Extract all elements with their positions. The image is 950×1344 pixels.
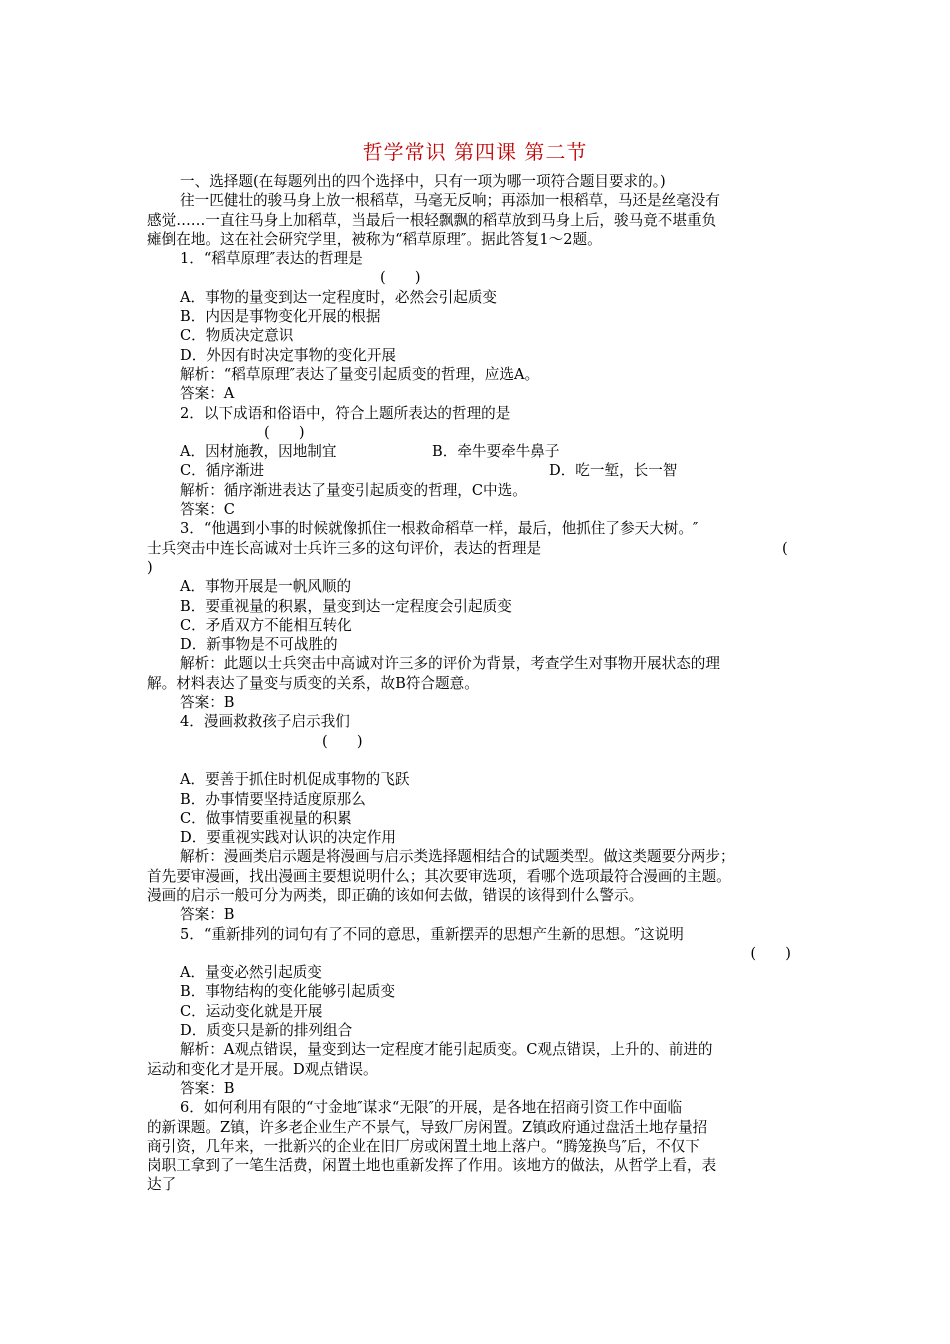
option-row [147, 442, 807, 461]
option: B．要重视量的积累，量变到达一定程度会引起质变 [180, 597, 512, 615]
explanation: 解析：A观点错误，量变到达一定程度才能引起质变。C观点错误，上升的、前进的 [180, 1041, 713, 1059]
explanation: 解析：此题以士兵突击中高诚对许三多的评价为背景，考查学生对事物开展状态的理 [180, 655, 720, 673]
option: A．要善于抓住时机促成事物的飞跃 [180, 771, 410, 789]
explanation: 解析：漫画类启示题是将漫画与启示类选择题相结合的试题类型。做这类题要分两步； [180, 848, 735, 866]
section-heading: 一、选择题(在每题列出的四个选择中，只有一项为哪一项符合题目要求的。) [180, 173, 666, 190]
explanation: 解析：“稻草原理″表达了量变引起质变的哲理，应选A。 [180, 365, 540, 383]
explanation: 漫画的启示一般可分为两类，即正确的该如何去做，错误的该得到什么警示。 [147, 886, 644, 904]
explanation: 首先要审漫画，找出漫画主要想说明什么；其次要审选项，看哪个选项最符合漫画的主题。 [147, 867, 731, 885]
explanation: 运动和变化才是开展。D观点错误。 [147, 1060, 378, 1078]
option: A．事物开展是一帆风顺的 [180, 578, 352, 596]
question-3-stem: 士兵突击中连长高诚对士兵许三多的这句评价，表达的哲理是 ( [147, 539, 788, 557]
passage-line: 感觉……一直往马身上加稻草，当最后一根轻飘飘的稻草放到马身上后，骏马竟不堪重负 [147, 211, 717, 229]
option: A．量变必然引起质变 [180, 964, 322, 982]
question-6-stem: 6．如何利用有限的“寸金地″谋求“无限″的开展，是各地在招商引资工作中面临 [180, 1099, 683, 1117]
option: D．要重视实践对认识的决定作用 [180, 829, 397, 847]
answer-blank-close: ) [147, 558, 153, 576]
page-title: 哲学常识 第四课 第二节 [362, 140, 588, 164]
option: C．做事情要重视量的积累 [180, 809, 352, 827]
option: D．新事物是不可战胜的 [180, 636, 338, 654]
question-2-stem: 2．以下成语和俗语中，符合上题所表达的哲理的是 [180, 404, 511, 422]
answer-blank: ( ) [380, 269, 421, 287]
question-6-stem: 商引资，几年来，一批新兴的企业在旧厂房或闲置土地上落户。“腾笼换鸟″后，不仅下 [147, 1137, 700, 1155]
option: B．牵牛要牵牛鼻子 [432, 443, 560, 461]
option: D．外因有时决定事物的变化开展 [180, 346, 397, 364]
question-1-stem: 1．“稻草原理″表达的哲理是 [180, 250, 363, 268]
document-body [147, 172, 807, 1195]
option: C．循序渐进 [180, 462, 265, 480]
answer: 答案：A [180, 385, 235, 403]
option: B．事物结构的变化能够引起质变 [180, 983, 396, 1001]
answer-blank: ( ) [750, 944, 791, 962]
answer-blank-open: ( [782, 539, 788, 557]
passage-line: 往一匹健壮的骏马身上放一根稻草，马毫无反响；再添加一根稻草，马还是丝毫没有 [180, 192, 720, 210]
option: A．事物的量变到达一定程度时，必然会引起质变 [180, 288, 498, 306]
answer: 答案：B [180, 694, 235, 712]
option: B．内因是事物变化开展的根据 [180, 308, 381, 326]
question-6-stem: 岗职工拿到了一笔生活费，闲置土地也重新发挥了作用。该地方的做法，从哲学上看，表 [147, 1157, 717, 1175]
question-3-stem: 3．“他遇到小事的时候就像抓住一根救命稻草一样，最后，他抓住了参天大树。″ [180, 520, 699, 538]
option: C．运动变化就是开展 [180, 1002, 323, 1020]
option: C．矛盾双方不能相互转化 [180, 616, 352, 634]
illustration-space [147, 751, 807, 770]
question-6-stem: 的新课题。Z镇，许多老企业生产不景气，导致厂房闲置。Z镇政府通过盘活土地存量招 [147, 1118, 708, 1136]
option: B．办事情要坚持适度原那么 [180, 790, 366, 808]
explanation: 解析：循序渐进表达了量变引起质变的哲理，C中选。 [180, 481, 527, 499]
answer-blank: ( ) [322, 732, 363, 750]
option-row [147, 461, 807, 480]
question-6-stem: 达了 [147, 1176, 177, 1194]
option: A．因材施教，因地制宜 [180, 443, 337, 461]
option: D．质变只是新的排列组合 [180, 1022, 353, 1040]
answer: 答案：B [180, 1079, 235, 1097]
explanation: 解。材料表达了量变与质变的关系，故B符合题意。 [147, 674, 479, 692]
passage-line: 瘫倒在地。这在社会研究学里，被称为“稻草原理″。据此答复1～2题。 [147, 230, 602, 248]
answer: 答案：C [180, 501, 235, 519]
answer-blank: ( ) [264, 423, 305, 441]
answer: 答案：B [180, 906, 235, 924]
question-5-stem: 5．“重新排列的词句有了不同的意思，重新摆弄的思想产生新的思想。″这说明 [180, 925, 684, 943]
question-4-stem: 4．漫画救救孩子启示我们 [180, 713, 350, 731]
option: D．吃一堑，长一智 [549, 462, 678, 480]
option: C．物质决定意识 [180, 327, 294, 345]
